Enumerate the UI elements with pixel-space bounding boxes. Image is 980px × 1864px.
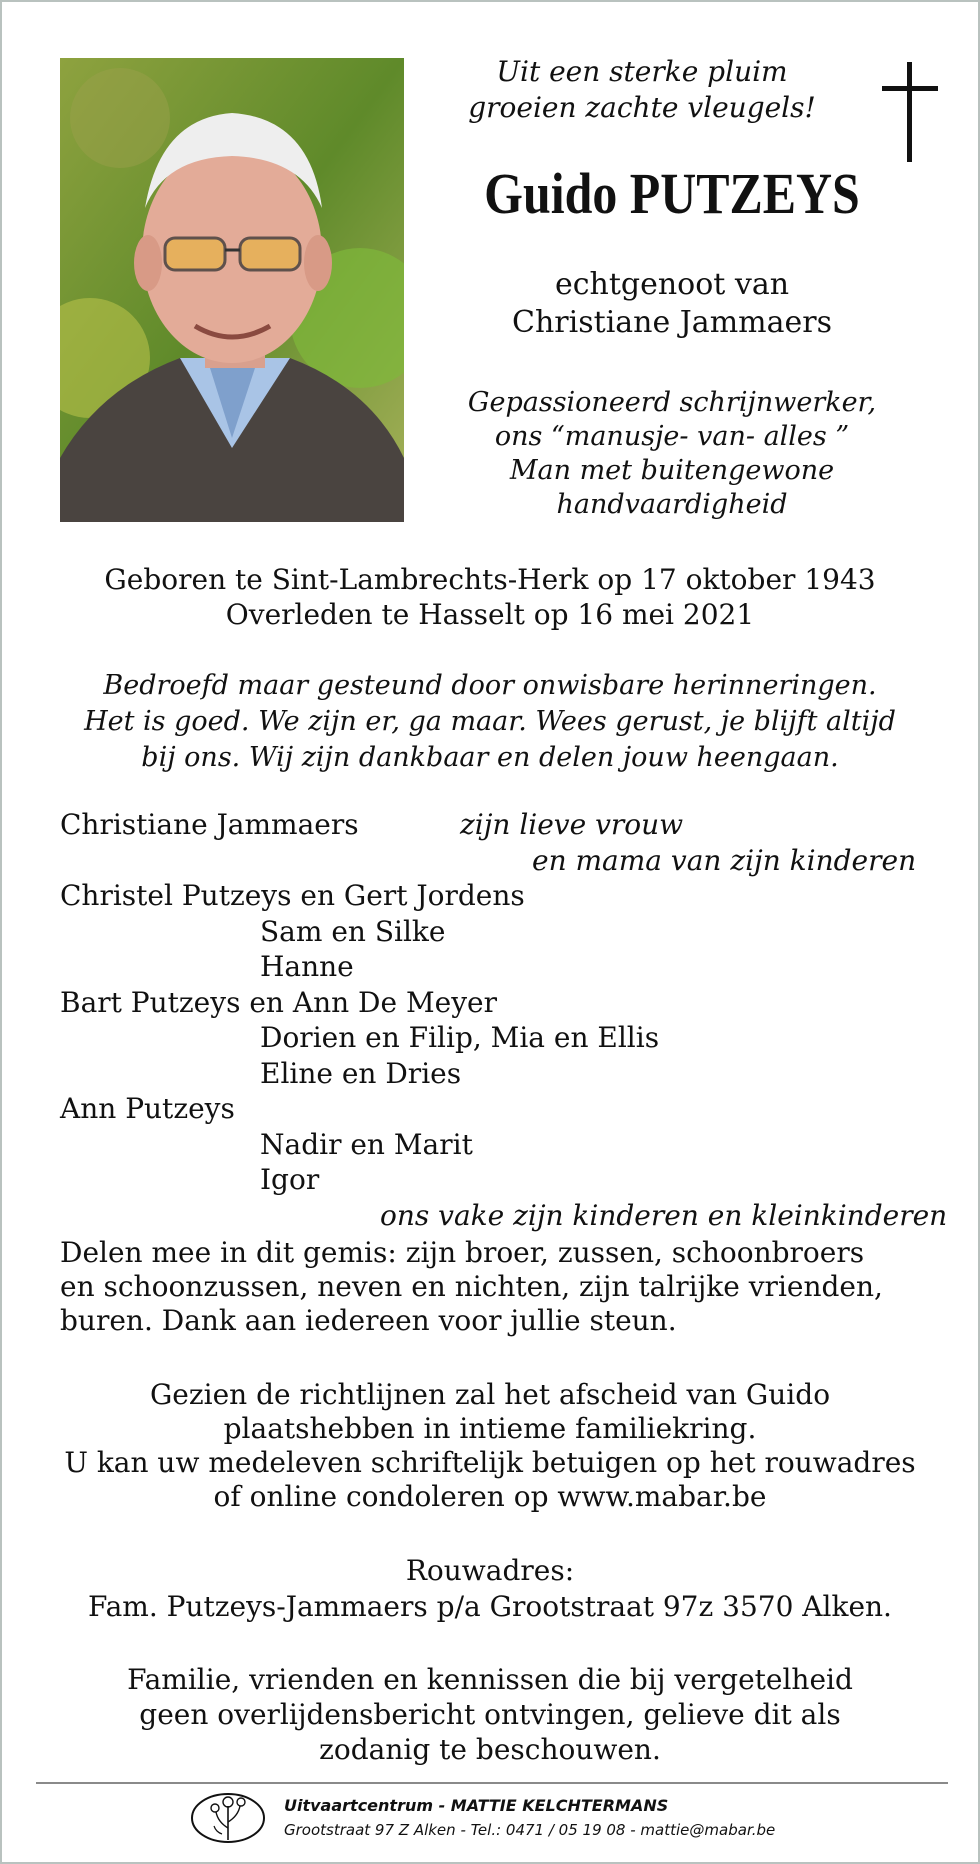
family-row: [2, 949, 978, 985]
child-name: Ann Putzeys: [60, 1092, 235, 1125]
portrait-photo: [60, 58, 404, 522]
family-row: [2, 1056, 978, 1092]
address-label: Rouwadres:: [405, 1554, 575, 1587]
notice-line: Gezien de richtlijnen zal het afscheid van Guido: [149, 1378, 831, 1411]
quote-line: Bedroefd maar gesteund door onwisbare herinneringen.: [103, 670, 877, 701]
closing-line: zodanig te beschouwen.: [319, 1733, 661, 1766]
quote-line: Het is goed. We zijn er, ga maar. Wees gerust, je blijft altijd: [84, 706, 896, 737]
notice-line: of online condoleren op www.mabar.be: [213, 1480, 767, 1513]
family-row: [2, 1020, 978, 1056]
family-row: [2, 807, 978, 843]
notice-line: U kan uw medeleven schriftelijk betuigen op het rouwadres: [64, 1446, 916, 1479]
farewell-quote: [2, 668, 978, 776]
latin-cross-icon: [882, 62, 938, 162]
family-row: [2, 1127, 978, 1163]
death-line: Overleden te Hasselt op 16 mei 2021: [225, 598, 755, 631]
closing-line: Familie, vrienden en kennissen die bij vergetelheid: [127, 1663, 853, 1696]
child-name: Bart Putzeys en Ann De Meyer: [60, 985, 497, 1019]
grandchild-name: Eline en Dries: [260, 1056, 462, 1090]
motto-line: groeien zachte vleugels!: [468, 91, 816, 124]
footer-divider: [36, 1782, 948, 1784]
epithet-line: Gepassioneerd schrijnwerker,: [467, 387, 877, 418]
family-row: [2, 878, 978, 914]
mourning-address: Fam. Putzeys-Jammaers p/a Grootstraat 97z 3570 Alken.: [88, 1590, 892, 1623]
deceased-name: Guido PUTZEYS: [484, 161, 860, 226]
quote-line: bij ons. Wij zijn dankbaar en delen jouw heengaan.: [141, 742, 839, 773]
family-row: [2, 843, 978, 879]
shared-grief: [60, 1236, 940, 1338]
epithet: [442, 386, 902, 522]
birth-line: Geboren te Sint-Lambrechts-Herk op 17 oktober 1943: [104, 563, 876, 596]
grandchild-name: Nadir en Marit: [260, 1127, 473, 1161]
life-dates: [2, 562, 978, 632]
funeral-home-contact: Grootstraat 97 Z Alken - Tel.: 0471 / 05 19 08 - mattie@mabar.be: [284, 1821, 776, 1839]
funeral-notice: [2, 1378, 978, 1514]
share-line: en schoonzussen, neven en nichten, zijn talrijke vrienden,: [60, 1270, 883, 1303]
family-row: [2, 1162, 978, 1198]
widow-role: zijn lieve vrouw: [460, 808, 684, 841]
grandchild-name: Sam en Silke: [260, 914, 446, 948]
epithet-line: Man met buitengewone: [509, 455, 835, 486]
closing-line: geen overlijdensbericht ontvingen, gelieve dit als: [139, 1698, 841, 1731]
flower-logo-icon: [188, 1788, 268, 1846]
grandchild-name: Igor: [260, 1163, 320, 1196]
family-row: [2, 1091, 978, 1127]
notice-line: plaatshebben in intieme familiekring.: [223, 1412, 757, 1445]
family-row: [2, 1198, 978, 1234]
grandchild-name: Dorien en Filip, Mia en Ellis: [260, 1021, 660, 1054]
closing-note: [2, 1662, 978, 1767]
child-name: Christel Putzeys en Gert Jordens: [60, 879, 525, 912]
widow-role: en mama van zijn kinderen: [532, 843, 917, 877]
motto: [442, 54, 842, 126]
family-list: [2, 807, 978, 1233]
funeral-home-name: Uitvaartcentrum - MATTIE KELCHTERMANS: [284, 1796, 669, 1815]
grandchild-name: Hanne: [260, 950, 354, 983]
family-row: [2, 985, 978, 1021]
spouse-statement: [442, 266, 902, 342]
family-row: [2, 914, 978, 950]
motto-line: Uit een sterke pluim: [496, 55, 788, 88]
share-line: Delen mee in dit gemis: zijn broer, zussen, schoonbroers: [60, 1236, 865, 1269]
epithet-line: ons “manusje- van- alles ”: [494, 421, 850, 452]
widow-name: Christiane Jammaers: [60, 808, 359, 841]
spouse-line: Christiane Jammaers: [512, 305, 832, 340]
children-role: ons vake zijn kinderen en kleinkinderen: [380, 1198, 948, 1232]
epithet-line: handvaardigheid: [556, 489, 788, 520]
portrait-illustration: [60, 58, 404, 522]
share-line: buren. Dank aan iedereen voor jullie steun.: [60, 1304, 677, 1337]
spouse-line: echtgenoot van: [554, 267, 790, 302]
